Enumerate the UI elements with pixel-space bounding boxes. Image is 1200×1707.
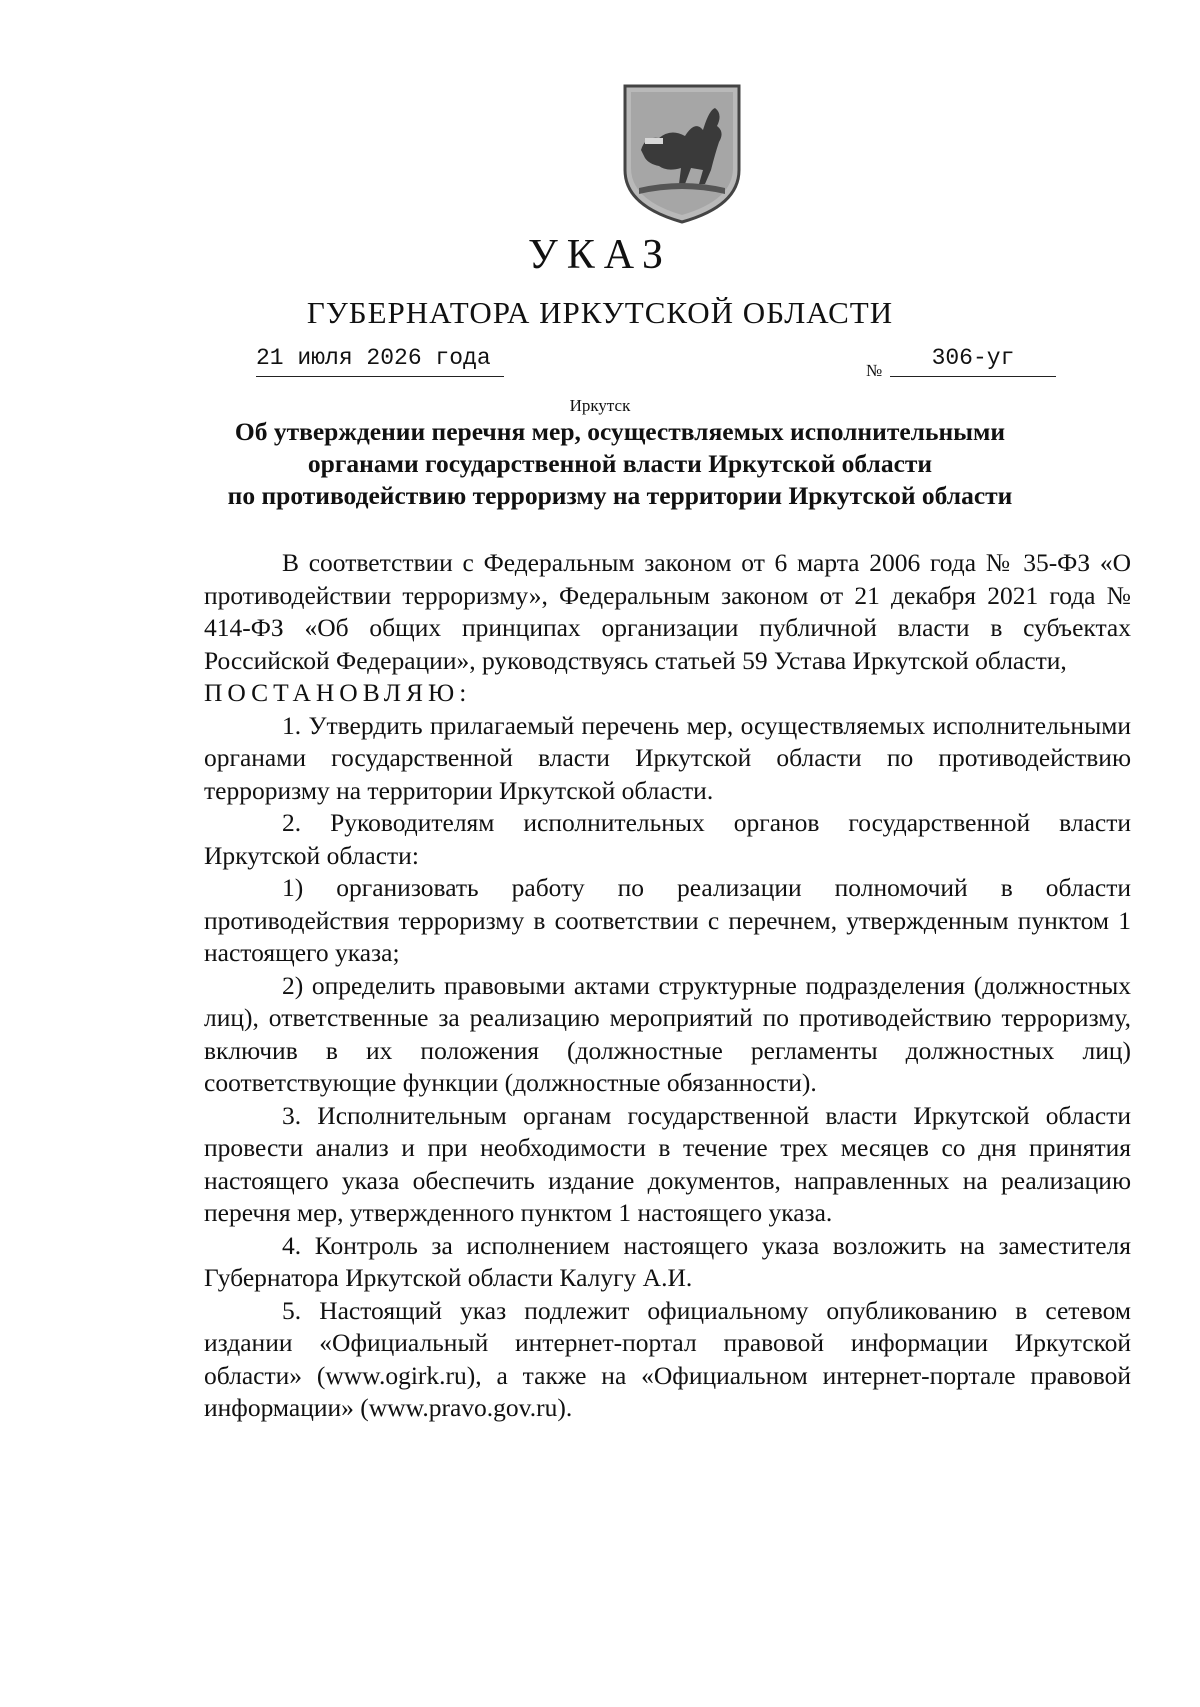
document-number: 306-уг	[890, 347, 1056, 377]
document-date: 21 июля 2026 года	[256, 347, 504, 377]
document-body	[204, 547, 1131, 1425]
document-heading	[180, 416, 1060, 512]
document-subtitle: ГУБЕРНАТОРА ИРКУТСКОЙ ОБЛАСТИ	[306, 295, 894, 330]
preamble-paragraph: В соответствии с Федеральным законом от 6 марта 2006 года № 35-ФЗ «О противодействии терроризму», Федеральным законом от 21 декабря 2021 года № 414-ФЗ «Об общих принципах организации публичной власти в субъектах Российской Федерации», руководствуясь статьей 59 Устава Иркутской области,	[204, 548, 1131, 675]
number-label: №	[866, 361, 883, 380]
heading-line: органами государственной власти Иркутской области	[307, 449, 933, 478]
document-title: УКАЗ	[527, 232, 673, 278]
paragraph-item-4: 4. Контроль за исполнением настоящего указа возложить на заместителя Губернатора Иркутской области Калугу А.И.	[204, 1230, 1131, 1292]
heading-line: Об утверждении перечня мер, осуществляемых исполнительными	[234, 417, 1006, 446]
paragraph-item-2-1: 1) организовать работу по реализации полномочий в области противодействия терроризму в соответствии с перечнем, утвержденным пунктом 1 настоящего указа;	[204, 873, 1131, 967]
paragraph-item-2: 2. Руководителям исполнительных органов государственной власти Иркутской области:	[204, 808, 1131, 870]
paragraph-item-3: 3. Исполнительным органам государственной власти Иркутской области провести анализ и при необходимости в течение трех месяцев со дня принятия настоящего указа обеспечить издание документов, направленных на реализацию перечня мер, утвержденного пунктом 1 настоящего указа.	[204, 1100, 1131, 1227]
paragraph-item-1: 1. Утвердить прилагаемый перечень мер, осуществляемых исполнительными органами государственной власти Иркутской области по противодействию терроризму на территории Иркутской области.	[204, 710, 1131, 805]
city-name: Иркутск	[569, 396, 631, 415]
heading-line: по противодействию терроризму на территории Иркутской области	[227, 481, 1013, 510]
coat-of-arms-icon	[619, 80, 745, 226]
paragraph-item-2-2: 2) определить правовыми актами структурные подразделения (должностных лиц), ответственные за реализацию мероприятий по противодействию терроризму, включив в их положения (должностные регламенты должностных лиц) соответствующие функции (должностные обязанности).	[204, 970, 1131, 1097]
decree-word: ПОСТАНОВЛЯЮ:	[204, 678, 472, 707]
paragraph-item-5: 5. Настоящий указ подлежит официальному опубликованию в сетевом издании «Официальный интернет-портал правовой информации Иркутской области» (www.ogirk.ru), а также на «Официальном интернет-портале правовой информации» (www.pravo.gov.ru).	[204, 1295, 1131, 1422]
